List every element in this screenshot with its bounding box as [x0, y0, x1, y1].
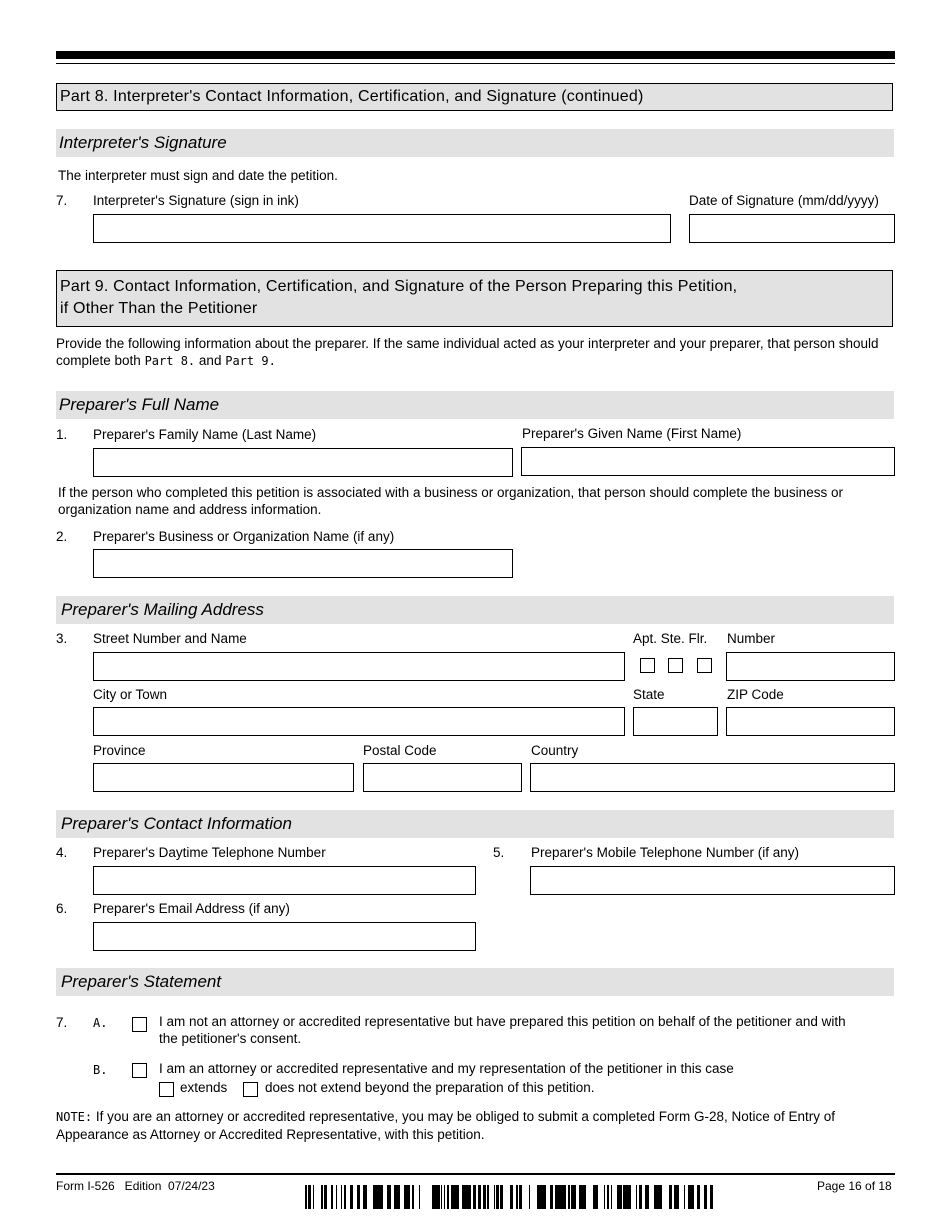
option-a-checkbox[interactable] [132, 1017, 147, 1032]
given-name-label: Preparer's Given Name (First Name) [522, 426, 742, 441]
zip-field[interactable] [726, 707, 895, 736]
note-label: NOTE: [56, 1110, 93, 1124]
given-name-field[interactable] [521, 447, 895, 476]
header-rule-thick [56, 51, 895, 59]
state-select[interactable] [633, 707, 718, 736]
city-label: City or Town [93, 687, 168, 702]
mobile-phone-field[interactable] [530, 866, 895, 895]
email-field[interactable] [93, 922, 476, 951]
postal-code-label: Postal Code [363, 743, 437, 758]
note-paragraph [56, 1108, 896, 1143]
part9-title-box [56, 270, 893, 327]
number-label: Number [727, 631, 776, 646]
item-number-6: 6. [56, 901, 68, 916]
street-field[interactable] [93, 652, 625, 681]
flr-checkbox[interactable] [697, 658, 712, 673]
business-name-label: Preparer's Business or Organization Name (if any) [93, 529, 395, 544]
header-rule-thin [56, 63, 895, 64]
business-name-field[interactable] [93, 549, 513, 578]
province-field[interactable] [93, 763, 354, 792]
number-field[interactable] [726, 652, 895, 681]
country-label: Country [531, 743, 579, 758]
family-name-field[interactable] [93, 448, 513, 477]
extends-checkbox[interactable] [159, 1082, 174, 1097]
part9-title-line2: if Other Than the Petitioner [60, 300, 258, 317]
business-note: If the person who completed this petition is associated with a business or organization, that person should complete the business or organization name and address information. [58, 485, 843, 517]
preparer-full-name-heading: Preparer's Full Name [56, 391, 894, 419]
option-b-letter: B. [93, 1063, 108, 1077]
preparer-statement-heading: Preparer's Statement [56, 968, 894, 996]
daytime-phone-label: Preparer's Daytime Telephone Number [93, 845, 326, 860]
option-a-letter: A. [93, 1016, 108, 1030]
email-label: Preparer's Email Address (if any) [93, 901, 290, 916]
note-text: If you are an attorney or accredited representative, you may be obliged to submit a completed Form G-28, Notice of Entry of Appearance as Attorney or Accredited Representative, with this petition. [56, 1109, 836, 1142]
city-field[interactable] [93, 707, 625, 736]
state-label: State [633, 687, 665, 702]
item-number-4: 4. [56, 845, 68, 860]
footer-rule [56, 1173, 895, 1175]
item-number-5: 5. [493, 845, 505, 860]
interpreter-date-field[interactable] [689, 214, 895, 243]
item-number-7: 7. [56, 193, 68, 208]
postal-code-field[interactable] [363, 763, 522, 792]
ste-checkbox[interactable] [668, 658, 683, 673]
option-b-text: I am an attorney or accredited representative and my representation of the petitioner in this case [159, 1061, 734, 1076]
part8-title: Part 8. Interpreter's Contact Information, Certification, and Signature (continued) [60, 88, 644, 105]
mailing-address-heading: Preparer's Mailing Address [56, 596, 894, 624]
not-extend-label: does not extend beyond the preparation of this petition. [265, 1080, 595, 1095]
extends-label: extends [180, 1080, 228, 1095]
contact-info-heading: Preparer's Contact Information [56, 810, 894, 838]
part8-reference: Part 8. [144, 354, 196, 368]
daytime-phone-field[interactable] [93, 866, 476, 895]
barcode-image [305, 1185, 713, 1209]
part8-title-box [56, 83, 893, 111]
item-number-7-statement: 7. [56, 1015, 68, 1030]
zip-label: ZIP Code [727, 687, 784, 702]
form-edition: Form I-526 Edition 07/24/23 [56, 1179, 215, 1193]
option-a-text: I am not an attorney or accredited representative but have prepared this petition on behalf of the petitioner and with the petitioner's consent. [159, 1014, 846, 1046]
interpreter-signature-label: Interpreter's Signature (sign in ink) [93, 193, 299, 208]
part9-reference: Part 9. [225, 354, 276, 368]
apt-ste-flr-label: Apt. Ste. Flr. [633, 631, 708, 646]
item-number-1: 1. [56, 427, 68, 442]
interpreter-signature-heading: Interpreter's Signature [56, 129, 894, 157]
interpreter-signature-field[interactable] [93, 214, 671, 243]
option-b-checkbox[interactable] [132, 1063, 147, 1078]
province-label: Province [93, 743, 146, 758]
street-label: Street Number and Name [93, 631, 247, 646]
family-name-label: Preparer's Family Name (Last Name) [93, 427, 317, 442]
mobile-phone-label: Preparer's Mobile Telephone Number (if any) [531, 845, 799, 860]
part9-intro: Provide the following information about the preparer. If the same individual acted as your interpreter and your preparer, that person should complete both Part 8. and Part 9. [56, 336, 879, 368]
page-number: Page 16 of 18 [817, 1179, 892, 1193]
country-field[interactable] [530, 763, 895, 792]
item-number-3: 3. [56, 631, 68, 646]
interpreter-date-label: Date of Signature (mm/dd/yyyy) [689, 193, 879, 208]
item-number-2: 2. [56, 529, 68, 544]
apt-checkbox[interactable] [640, 658, 655, 673]
part9-title-line1: Part 9. Contact Information, Certification, and Signature of the Person Preparing this Petition, [60, 278, 738, 295]
interpreter-instruction: The interpreter must sign and date the petition. [58, 168, 338, 183]
not-extend-checkbox[interactable] [243, 1082, 258, 1097]
